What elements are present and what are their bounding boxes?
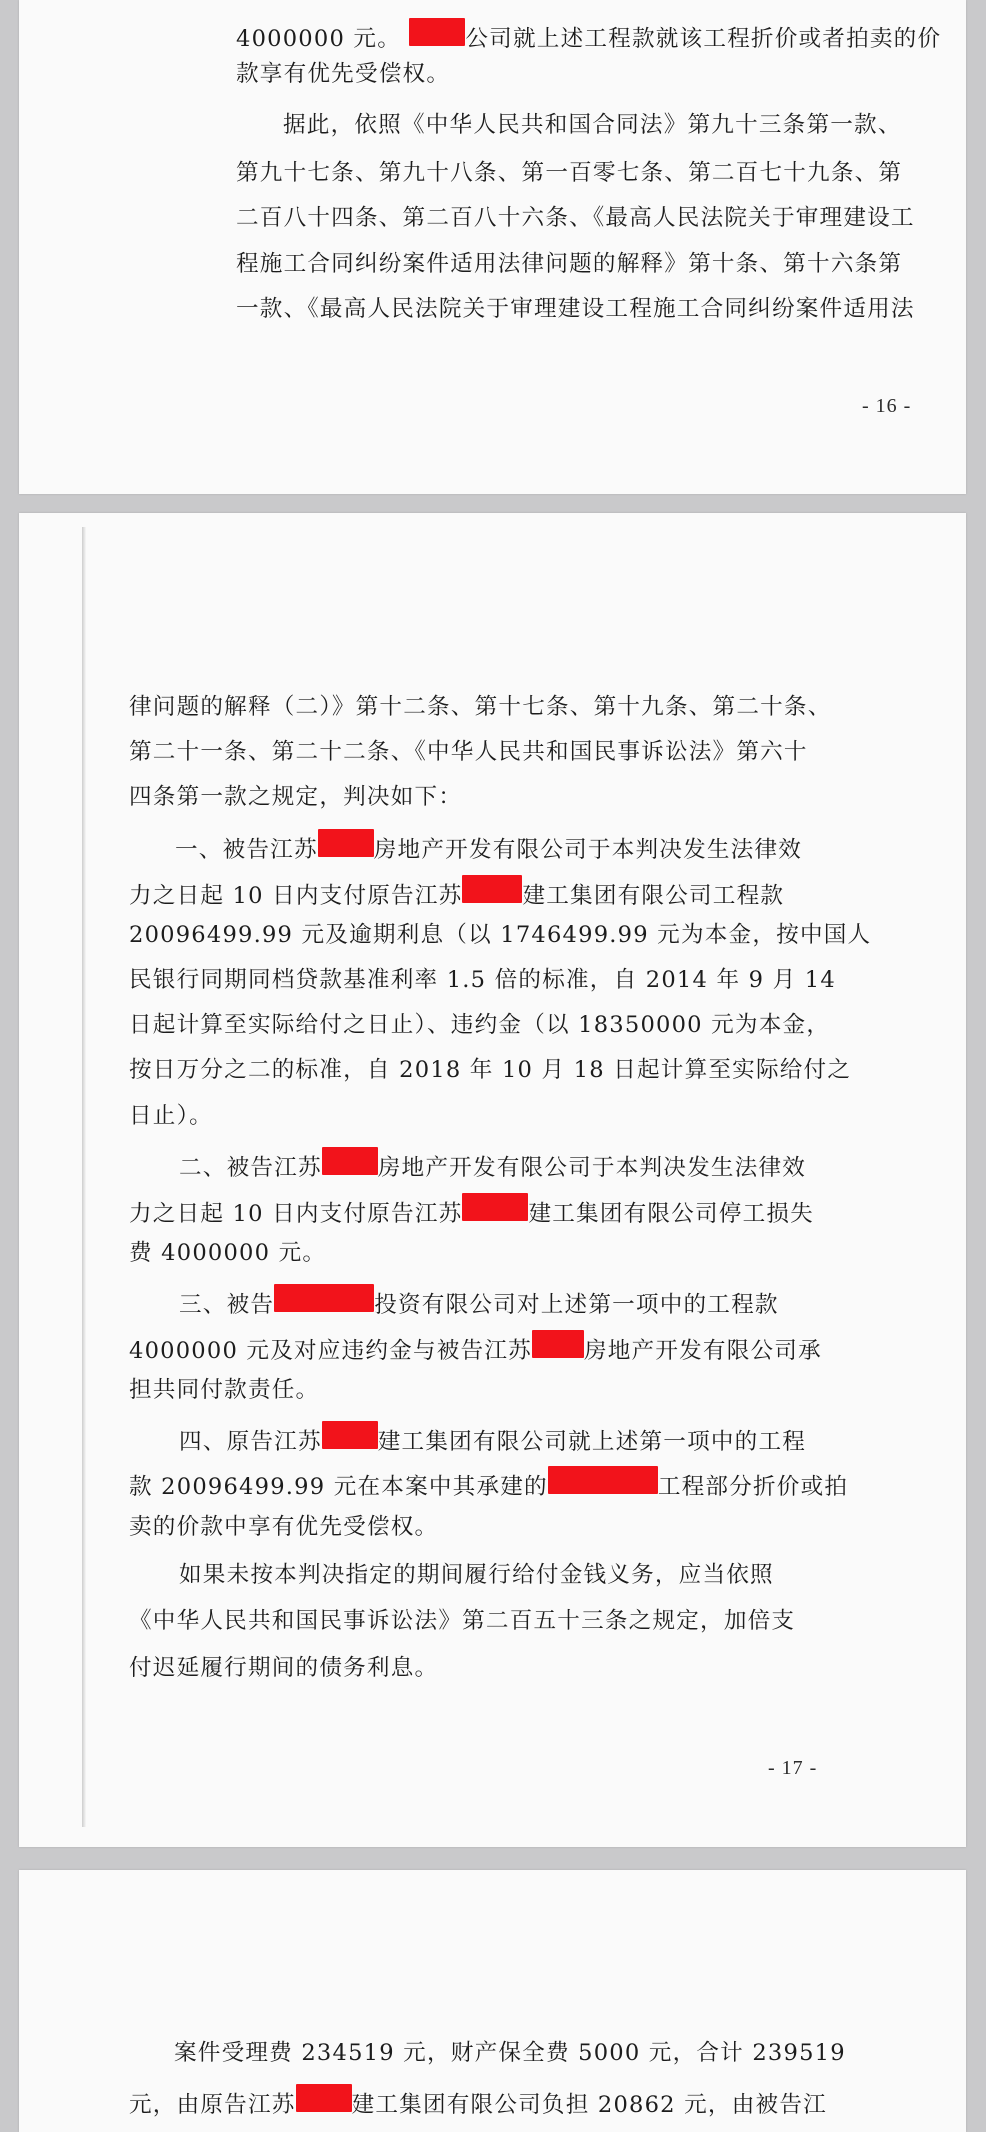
text-line: [129, 875, 784, 911]
text-line: 卖的价款中享有优先受偿权。: [129, 1514, 439, 1540]
text-span: 款 20096499.99 元在本案中其承建的: [129, 1474, 548, 1500]
redaction-block: [462, 875, 522, 903]
text-line: 担共同付款责任。: [129, 1377, 320, 1403]
text-line: [175, 829, 802, 865]
text-line: 一款、《最高人民法院关于审理建设工程施工合同纠纷案件适用法: [236, 296, 915, 322]
text-span: 工程部分折价或拍: [657, 1474, 849, 1500]
text-line: 据此，依照《中华人民共和国合同法》第九十三条第一款、: [283, 112, 902, 138]
text-span: 四、原告江苏: [179, 1429, 322, 1455]
text-span: 力之日起 10 日内支付原告江苏: [129, 883, 463, 909]
redaction-block: [318, 829, 374, 857]
text-line: 第二十一条、第二十二条、《中华人民共和国民事诉讼法》第六十: [129, 739, 808, 765]
text-span: 投资有限公司对上述第一项中的工程款: [374, 1292, 779, 1318]
text-line: 程施工合同纠纷案件适用法律问题的解释》第十条、第十六条第: [236, 251, 903, 277]
text-line: 民银行同期同档贷款基准利率 1.5 倍的标准，自 2014 年 9 月 14: [129, 967, 836, 993]
text-line: [179, 1147, 806, 1183]
text-line: 费 4000000 元。: [129, 1240, 327, 1266]
text-line: 款享有优先受偿权。: [236, 61, 451, 87]
redaction-block: [548, 1466, 658, 1494]
text-line: [179, 1421, 806, 1457]
text-span: 4000000 元。: [236, 26, 401, 52]
text-line: 二百八十四条、第二百八十六条、《最高人民法院关于审理建设工: [236, 205, 915, 231]
text-line: 20096499.99 元及逾期利息（以 1746499.99 元为本金，按中国人: [129, 922, 872, 948]
text-line: 《中华人民共和国民事诉讼法》第二百五十三条之规定，加倍支: [129, 1608, 796, 1634]
text-line: 付迟延履行期间的债务利息。: [129, 1655, 439, 1681]
text-line: 案件受理费 234519 元，财产保全费 5000 元，合计 239519: [174, 2040, 846, 2066]
redaction-block: [532, 1330, 584, 1358]
text-span: 4000000 元及对应违约金与被告江苏: [129, 1338, 532, 1364]
text-line: 四条第一款之规定，判决如下：: [129, 784, 463, 810]
redaction-block: [322, 1147, 378, 1175]
text-line: 日起计算至实际给付之日止）、违约金（以 18350000 元为本金，: [129, 1012, 831, 1038]
scan-shadow-edge: [82, 527, 86, 1827]
text-line: 按日万分之二的标准，自 2018 年 10 月 18 日起计算至实际给付之: [129, 1057, 852, 1083]
text-line: [236, 18, 941, 54]
redaction-block: [274, 1284, 374, 1312]
text-span: 建工集团有限公司负担 20862 元，由被告江: [351, 2092, 827, 2118]
text-span: 建工集团有限公司停工损失: [528, 1201, 814, 1227]
text-span: 公司就上述工程款就该工程折价或者拍卖的价: [465, 26, 942, 52]
text-span: 房地产开发有限公司于本判决发生法律效: [373, 837, 803, 863]
document-page-16: [19, 0, 966, 494]
text-span: 力之日起 10 日内支付原告江苏: [129, 1201, 463, 1227]
redaction-block: [462, 1193, 528, 1221]
redaction-block: [409, 18, 465, 46]
text-span: 二、被告江苏: [179, 1155, 322, 1181]
text-line: [129, 2084, 827, 2120]
document-page-18: [19, 1870, 966, 2132]
text-line: 第九十七条、第九十八条、第一百零七条、第二百七十九条、第: [236, 160, 903, 186]
page-number: - 17 -: [768, 1757, 818, 1779]
redaction-block: [322, 1421, 378, 1449]
text-line: 如果未按本判决指定的期间履行给付金钱义务，应当依照: [179, 1562, 774, 1588]
text-span: 建工集团有限公司就上述第一项中的工程: [377, 1429, 807, 1455]
text-span: 房地产开发有限公司于本判决发生法律效: [377, 1155, 807, 1181]
redaction-block: [296, 2084, 352, 2112]
text-line: [129, 1330, 822, 1366]
text-line: [129, 1466, 848, 1502]
text-line: 日止）。: [129, 1103, 213, 1129]
text-span: 建工集团有限公司工程款: [522, 883, 785, 909]
text-line: [179, 1284, 779, 1320]
document-page-17: [19, 513, 966, 1847]
text-span: 一、被告江苏: [175, 837, 318, 863]
text-line: 律问题的解释（二）》第十二条、第十七条、第十九条、第二十条、: [129, 694, 832, 720]
page-number: - 16 -: [862, 395, 912, 417]
text-line: [129, 1193, 814, 1229]
text-span: 元，由原告江苏: [129, 2092, 296, 2118]
text-span: 三、被告: [179, 1292, 275, 1318]
text-span: 房地产开发有限公司承: [583, 1338, 822, 1364]
